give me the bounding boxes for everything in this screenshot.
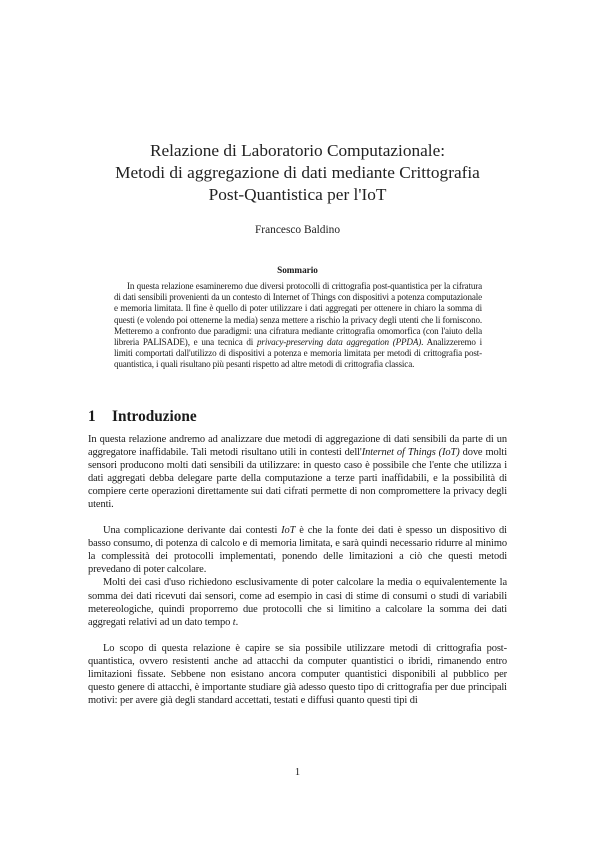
section-heading (88, 408, 197, 426)
paragraph-1-emphasis: Internet of Things (IoT) (361, 447, 460, 459)
abstract-heading: Sommario (277, 265, 318, 275)
paragraph-1-text-b: dove molti sensori producono molti dati sensibili da utilizzare: in questo caso è possibile che l'ente che utilizza i dati aggregati debba delegare parte della computazione a terze parti inaffidabili, e la possibilità di compiere certe operazioni direttamente sui dati cifrati permette di non compromettere la privacy degli utenti. (88, 447, 507, 511)
page-number: 1 (294, 767, 301, 778)
abstract-text (114, 281, 482, 371)
paragraph-4: Lo scopo di questa relazione è capire se sia possibile utilizzare metodi di crittografia post-quantistica, ovvero resistenti anche ad attacchi da computer quantistici o ibridi, rimanendo entro limitazioni fissate. Sebbene non esistano ancora computer quantistici disponibili al pubblico per questo genere di attacchi, è importante studiare già adesso questo tipo di crittografia per due principali motivi: per avere già degli standard accettati, testati e diffusi quanto questi tipi di (88, 642, 507, 706)
paragraph-3-text-b: . (235, 616, 239, 628)
abstract-part-2: . Analizzeremo i limiti comportati dall'utilizzo di dispositivi a potenza e memoria limitata per metodi di crittografia post-quantistica, i quali risultano più pesanti rispetto ad altre metodi di crittografia classica. (114, 337, 482, 370)
title-line-1: Relazione di Laboratorio Computazionale: (149, 141, 446, 160)
body-text (88, 433, 507, 707)
author-name: Francesco Baldino (254, 224, 341, 236)
paragraph-2 (88, 524, 507, 576)
paragraph-1 (88, 433, 507, 511)
title-line-2: Metodi di aggregazione di dati mediante Crittografia (115, 163, 480, 182)
abstract-part-1: In questa relazione esamineremo due diversi protocolli di crittografia post-quantistica per la cifratura di dati sensibili provenienti da un contesto di Internet of Things con dispositivi a potenza computazionale e memoria limitata. Il fine è quello di poter utilizzare i dati aggregati per ottenere in chiaro la somma di questi (e volendo poi ottenerne la media) senza mettere a rischio la privacy degli utenti che li forniscono. Metteremo a confronto due paradigmi: una cifratura mediante crittografia omomorfica (con l'aiuto della libreria PALISADE), e una tecnica di (114, 281, 482, 348)
paragraph-2-emphasis: IoT (281, 525, 296, 537)
section-title: Introduzione (112, 408, 197, 425)
section-number: 1 (88, 408, 96, 425)
paragraph-2-text-a: Una complicazione derivante dai contesti (103, 525, 282, 537)
paragraph-3 (88, 576, 507, 628)
paragraph-2-text-b: è che la fonte dei dati è spesso un dispositivo di basso consumo, di potenza di calcolo e di memoria limitata, e sarà quindi necessario ridurre al minimo la complessità dei protocolli implementati, ponendo delle limitazioni a ciò che questi metodi prevedano di poter calcolare. (88, 525, 507, 576)
paragraph-3-emphasis: t (232, 616, 236, 628)
abstract-emphasis: privacy-preserving data aggregation (PPDA) (257, 337, 422, 348)
paragraph-3-text-a: Molti dei casi d'uso richiedono esclusivamente di poter calcolare la media o equivalentemente la somma dei dati ricevuti dai sensori, come ad esempio in casi di stime di consumi o studi di variabili metereologiche, quindi proporremo due protocolli che si limitino a calcolare la somma dei dati aggregati relativi ad un dato tempo (88, 577, 507, 628)
title-line-3: Post-Quantistica per l'IoT (208, 185, 387, 204)
paper-title (80, 140, 515, 206)
paragraph-1-text-a: In questa relazione andremo ad analizzare due metodi di aggregazione di dati sensibili da parte di un aggregatore inaffidabile. Tali metodi risultano utili in contesti dell' (88, 434, 507, 459)
